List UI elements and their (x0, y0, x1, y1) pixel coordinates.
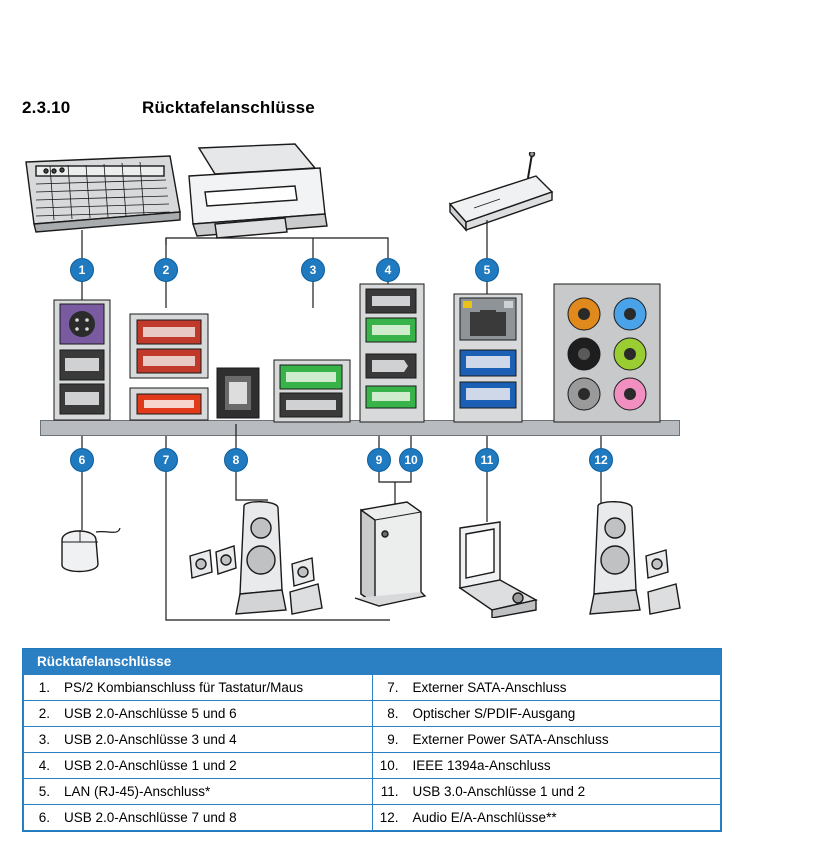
table-cell-left (24, 675, 373, 701)
section-number: 2.3.10 (22, 98, 71, 117)
table-row (24, 805, 721, 831)
rear-panel-table (22, 648, 722, 832)
mouse-illustration (42, 522, 122, 582)
row-label: PS/2 Kombianschluss für Tastatur/Maus (64, 680, 304, 695)
table-cell-right (372, 805, 721, 831)
section-title: Rücktafelanschlüsse (142, 98, 315, 117)
row-label: USB 2.0-Anschlüsse 3 und 4 (64, 732, 237, 747)
connector-table (23, 674, 721, 831)
callout-9: 9 (367, 448, 391, 472)
callout-2: 2 (154, 258, 178, 282)
callout-6: 6 (70, 448, 94, 472)
table-row (24, 753, 721, 779)
row-index: 6. (38, 810, 50, 825)
row-index: 1. (38, 680, 50, 695)
row-index: 8. (387, 706, 399, 721)
table-cell-right (372, 779, 721, 805)
row-index: 9. (387, 732, 399, 747)
row-label: USB 2.0-Anschlüsse 5 und 6 (64, 706, 237, 721)
table-cell-right (372, 701, 721, 727)
callout-10: 10 (399, 448, 423, 472)
row-label: IEEE 1394a-Anschluss (412, 758, 551, 773)
row-index: 11. (380, 784, 399, 799)
row-index: 5. (38, 784, 50, 799)
callout-8: 8 (224, 448, 248, 472)
callout-5: 5 (475, 258, 499, 282)
row-label: Externer SATA-Anschluss (412, 680, 567, 695)
row-index: 10. (379, 758, 399, 773)
table-cell-right (372, 753, 721, 779)
camcorder-illustration (440, 518, 550, 618)
row-index: 3. (38, 732, 50, 747)
row-label: Externer Power SATA-Anschluss (412, 732, 609, 747)
table-cell-left (24, 727, 373, 753)
external-hard-drive-illustration (345, 498, 435, 618)
row-label: Audio E/A-Anschlüsse** (412, 810, 557, 825)
speakers-left-illustration (182, 498, 327, 618)
row-label: USB 2.0-Anschlüsse 1 und 2 (64, 758, 237, 773)
row-label: LAN (RJ-45)-Anschluss* (64, 784, 211, 799)
row-label: Optischer S/PDIF-Ausgang (412, 706, 576, 721)
row-label: USB 3.0-Anschlüsse 1 und 2 (412, 784, 586, 799)
callout-1: 1 (70, 258, 94, 282)
row-index: 4. (38, 758, 50, 773)
table-cell-left (24, 753, 373, 779)
table-cell-left (24, 805, 373, 831)
rear-panel-diagram (0, 130, 813, 640)
table-row (24, 701, 721, 727)
callout-7: 7 (154, 448, 178, 472)
table-cell-left (24, 701, 373, 727)
row-index: 12. (379, 810, 399, 825)
speakers-right-illustration (560, 498, 705, 618)
table-row (24, 779, 721, 805)
callout-3: 3 (301, 258, 325, 282)
table-cell-right (372, 727, 721, 753)
table-cell-right (372, 675, 721, 701)
table-row (24, 675, 721, 701)
callout-11: 11 (475, 448, 499, 472)
callout-12: 12 (589, 448, 613, 472)
callout-4: 4 (376, 258, 400, 282)
table-row (24, 727, 721, 753)
row-index: 2. (38, 706, 50, 721)
row-index: 7. (387, 680, 399, 695)
table-title: Rücktafelanschlüsse (23, 649, 721, 674)
page-title (22, 98, 315, 118)
table-cell-left (24, 779, 373, 805)
row-label: USB 2.0-Anschlüsse 7 und 8 (64, 810, 237, 825)
